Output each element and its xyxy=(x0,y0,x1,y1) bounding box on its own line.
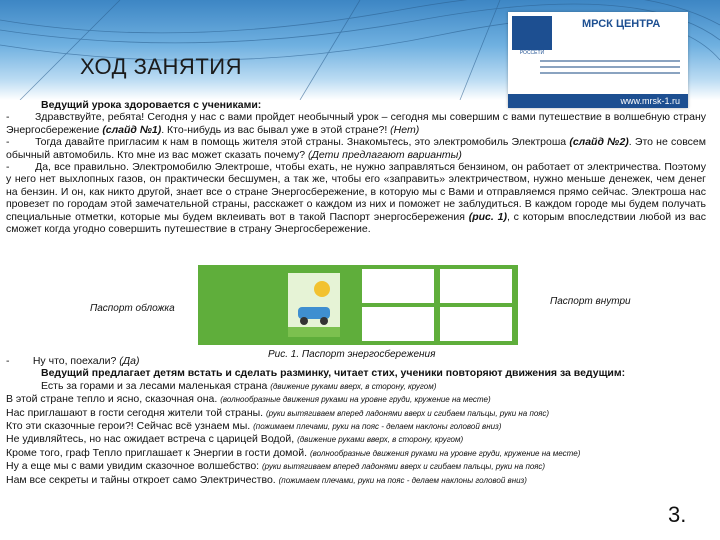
passport-inside-image xyxy=(358,265,518,345)
poem-line-1: Есть за горами и за лесами маленькая страна (движение руками вверх, в сторону, кругом) xyxy=(41,379,437,392)
poem-line-5: Не удивляйтесь, но нас ожидает встреча с царицей Водой, (движение руками вверх, в сторону, кругом) xyxy=(6,433,464,446)
passport-inside-label: Паспорт внутри xyxy=(550,296,631,307)
page-number: 3. xyxy=(668,502,687,527)
paragraph-2: - Тогда давайте пригласим к нам в помощь жителя этой страны. Знакомьтесь, это электромобиль Электроша (слайд №2). Это не совсем обычный автомобиль. Кто мне из вас может сказать почему? (Дети предлагают варианты) xyxy=(6,136,706,161)
poem-line-6: Кроме того, граф Тепло приглашает к Энергии в гости домой. (волнообразные движения руками на уровне груди, кружение на месте) xyxy=(6,446,581,459)
page-title: ХОД ЗАНЯТИЯ xyxy=(80,54,242,79)
electric-car-illustration xyxy=(288,273,340,337)
intro-text xyxy=(6,99,706,235)
poem-line-4: Кто эти сказочные герои?! Сейчас всё узнаем мы. (пожимаем плечами, руки на пояс - делаем наклоны головой вниз) xyxy=(6,420,502,433)
host-instruction: Ведущий предлагает детям встать и сделать разминку, читает стих, ученики повторяют движения за ведущим: xyxy=(41,367,626,380)
paragraph-1: - Здравствуйте, ребята! Сегодня у нас с вами пройдет необычный урок – сегодня мы совершим с вами путешествие в волшебную страну Энергосбережение (слайд №1). Кто-нибудь из вас бывал уже в этой стране?! (Нет) xyxy=(6,111,707,136)
paragraph-3: - Да, все правильно. Электромобилю Электроше, чтобы ехать, не нужно заправляться бензином, он работает от электричества. Поэтому у него нет выхлопных газов, он практически бесшумен, а так же, чтобы его «заправить» электричеством, нужно меньше денежек, чем денег на бензин. И он, как никто другой, знает все о стране Энергосбережение, в которую мы с Вами и отправляемся прямо сейчас. Электроша нас провезет по городам этой замечательной страны, расскажет о каждом из них и поможет не заблудиться. В каждом городе мы будем получать специальные отметки, которые мы будем вклеивать вот в такой Паспорт энергосбережения (рис. 1), с которым впоследствии любой из вас сможет когда угодно совершить путешествие в страну Энергосбережение. xyxy=(6,161,706,236)
poem-line-7: Ну а еще мы с вами увидим сказочное волшебство: (руки вытягиваем вперед ладонями вверх и сгибаем пальцы, руки на пояс) xyxy=(6,460,546,473)
poem-line-3: Нас приглашают в гости сегодня жители той страны. (руки вытягиваем вперед ладонями вверх и сгибаем пальцы, руки на пояс) xyxy=(6,406,550,419)
figure-caption: Рис. 1. Паспорт энергосбережения xyxy=(268,349,436,360)
logo-text-lines xyxy=(540,60,680,78)
rosseti-logo-text: РОССЕТИ xyxy=(519,50,545,56)
mrsk-logo: МРСК ЦЕНТРА xyxy=(582,18,661,30)
poem-line-8: Нам все секреты и тайны откроет само Электричество. (пожимаем плечами, руки на пояс - делаем наклоны головой вниз) xyxy=(6,473,527,486)
website-bar: www.mrsk-1.ru xyxy=(508,94,688,108)
passport-cover-image xyxy=(198,265,358,345)
rosseti-logo-icon xyxy=(512,16,552,50)
passport-cover-label: Паспорт обложка xyxy=(90,303,175,314)
warmup-text xyxy=(6,355,706,487)
host-greeting: Ведущий урока здоровается с учениками: xyxy=(41,99,262,111)
passport-figure xyxy=(198,265,518,345)
paragraph-4: - Ну что, поехали? (Да) xyxy=(6,355,140,367)
poem-line-2: В этой стране тепло и ясно, сказочная она. (волнообразные движения руками на уровне груди, кружение на месте) xyxy=(6,393,491,406)
